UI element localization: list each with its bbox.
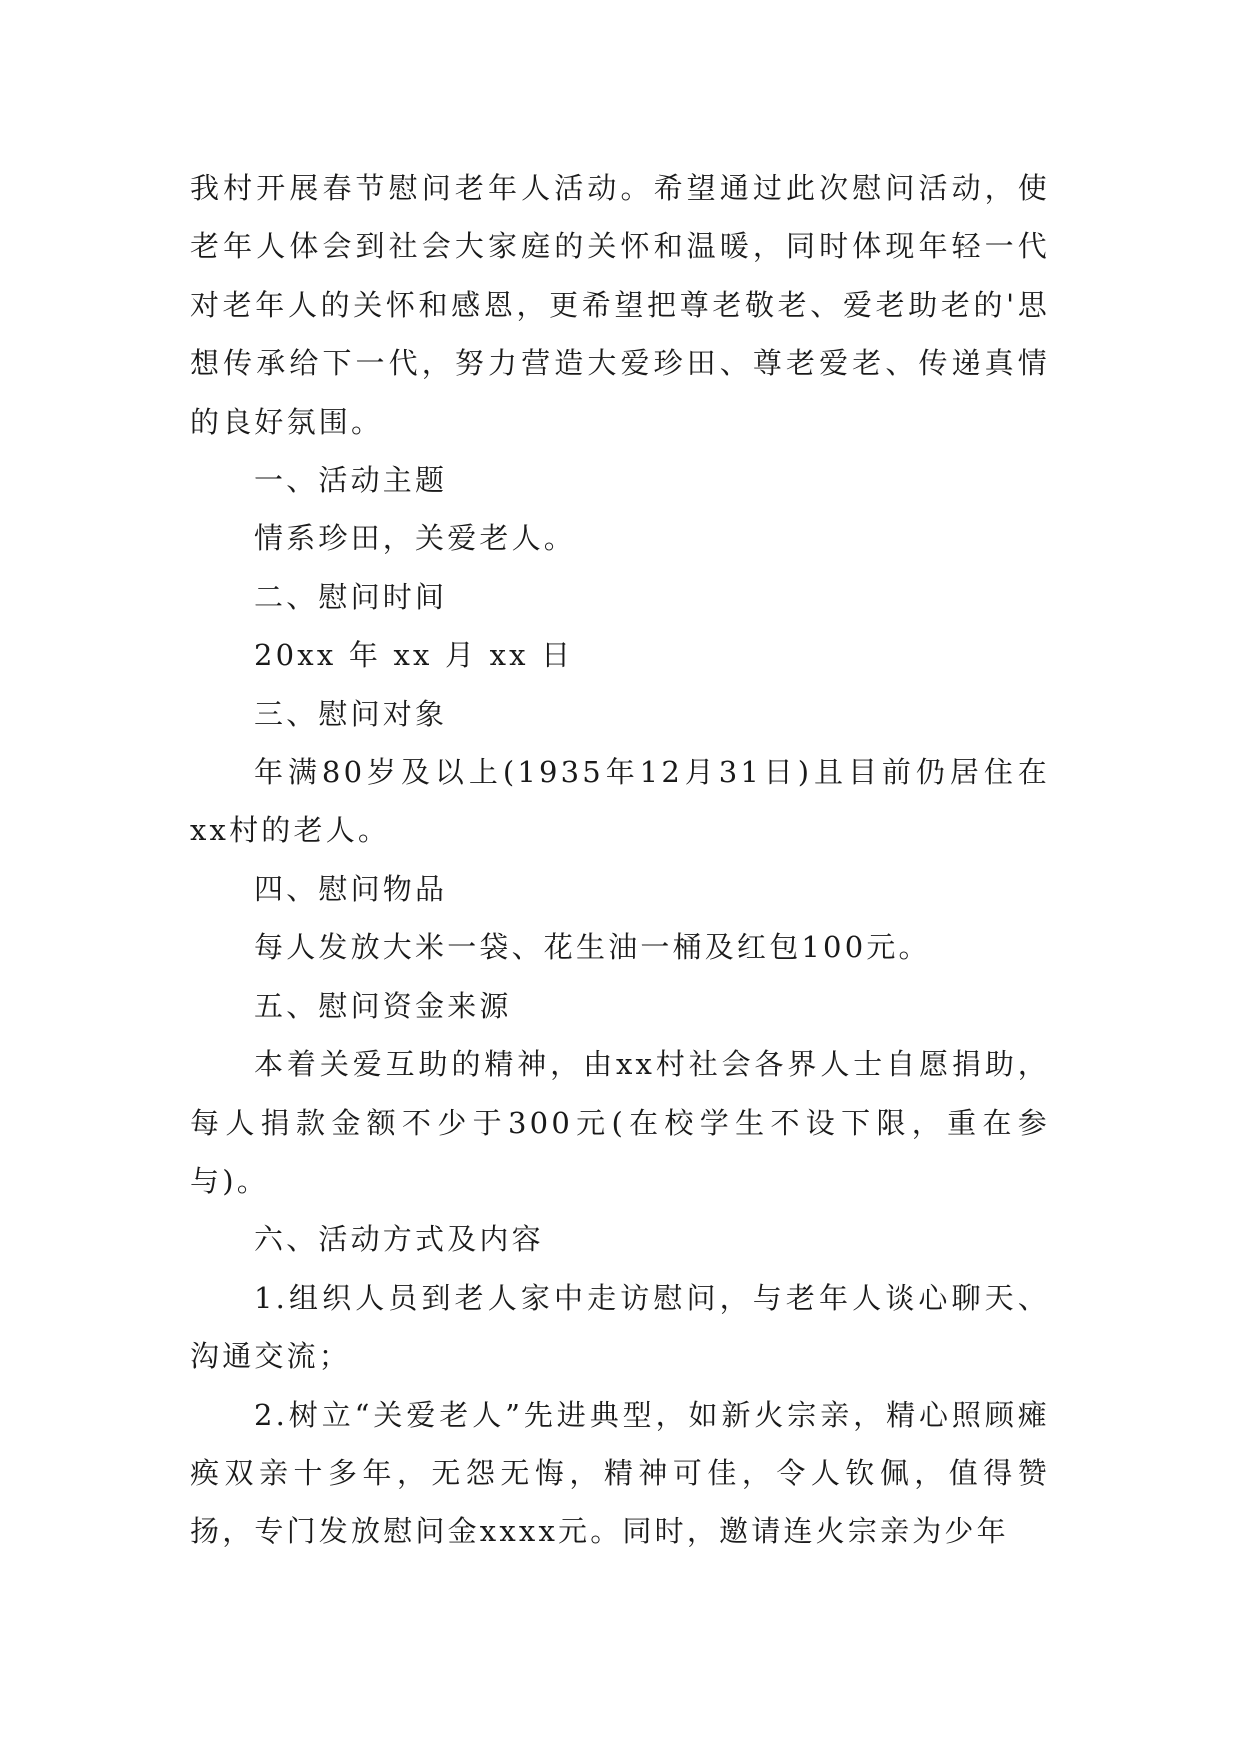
target-paragraph: 年满80岁及以上(1935年12月31日)且目前仍居住在xx村的老人。 [190,755,1050,848]
document-body [190,159,1050,1561]
section-heading-methods: 六、活动方式及内容 [254,1222,544,1257]
funding-paragraph: 本着关爱互助的精神，由xx村社会各界人士自愿捐助，每人捐款金额不少于300元(在校学生不设下限，重在参与)。 [190,1047,1050,1198]
time-paragraph: 20xx 年 xx 月 xx 日 [254,638,574,673]
section-heading-theme: 一、活动主题 [254,463,448,498]
section-heading-items: 四、慰问物品 [254,871,448,906]
section-heading-funding: 五、慰问资金来源 [254,988,512,1023]
section-heading-time: 二、慰问时间 [254,579,448,614]
method-item-2: 2.树立“关爱老人”先进典型，如新火宗亲，精心照顾瘫痪双亲十多年，无怨无悔，精神可佳，令人钦佩，值得赞扬，专门发放慰问金xxxx元。同时，邀请连火宗亲为少年 [190,1397,1050,1549]
section-heading-target: 三、慰问对象 [254,696,448,731]
items-paragraph: 每人发放大米一袋、花生油一桶及红包100元。 [254,930,931,965]
method-item-1: 1.组织人员到老人家中走访慰问，与老年人谈心聊天、沟通交流； [190,1280,1050,1374]
intro-paragraph: 我村开展春节慰问老年人活动。希望通过此次慰问活动，使老年人体会到社会大家庭的关怀和温暖，同时体现年轻一代对老年人的关怀和感恩，更希望把尊老敬老、爱老助老的'思想传承给下一代，努力营造大爱珍田、尊老爱老、传递真情的良好氛围。 [190,171,1050,439]
theme-paragraph: 情系珍田，关爱老人。 [254,521,577,556]
